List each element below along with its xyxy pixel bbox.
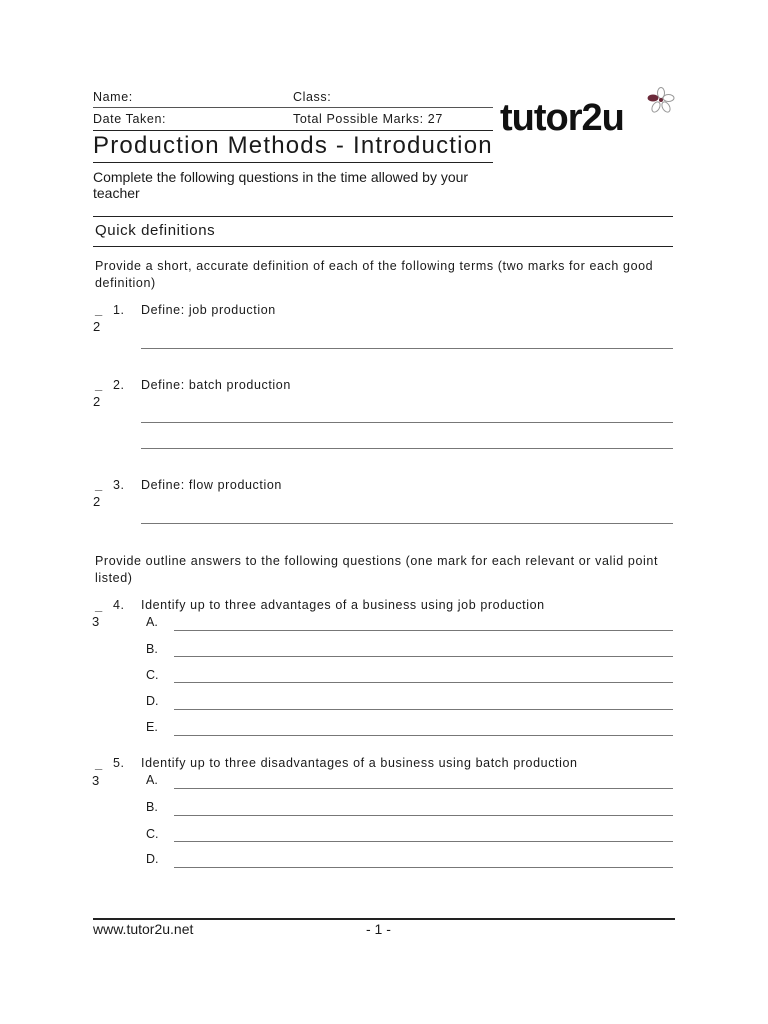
mark-value: 3	[92, 773, 100, 788]
answer-letter: C.	[146, 827, 159, 841]
page-title: Production Methods - Introduction	[93, 132, 493, 159]
question-text: Identify up to three disadvantages of a business using batch production	[141, 756, 578, 770]
section-heading: Quick definitions	[95, 222, 216, 239]
answer-line[interactable]	[141, 523, 673, 524]
footer-divider	[93, 918, 675, 920]
mark-value: 3	[92, 614, 100, 629]
answer-line[interactable]	[174, 656, 673, 657]
answer-letter: A.	[146, 615, 158, 629]
answer-line[interactable]	[174, 788, 673, 789]
header-divider	[93, 107, 493, 108]
answer-letter: D.	[146, 852, 159, 866]
footer-url: www.tutor2u.net	[93, 921, 194, 937]
answer-letter: E.	[146, 720, 158, 734]
answer-line[interactable]	[141, 448, 673, 449]
title-underline	[93, 162, 493, 163]
answer-letter: D.	[146, 694, 159, 708]
mark-blank: _	[95, 598, 103, 613]
question-text: Identify up to three advantages of a business using job production	[141, 598, 545, 612]
question-text: Define: job production	[141, 303, 276, 317]
header-divider	[93, 130, 493, 131]
answer-line[interactable]	[141, 348, 673, 349]
date-taken-label: Date Taken:	[93, 112, 167, 126]
mark-value: 2	[93, 394, 101, 409]
page-subtitle: Complete the following questions in the time allowed by your teacher	[93, 169, 469, 201]
question-number: 5.	[113, 756, 125, 770]
mark-blank: _	[95, 302, 103, 317]
name-label: Name:	[93, 90, 133, 104]
tutor2u-logo: tutor2u	[500, 97, 624, 139]
answer-letter: C.	[146, 668, 159, 682]
mark-blank: _	[95, 756, 103, 771]
answer-line[interactable]	[174, 735, 673, 736]
answer-line[interactable]	[174, 682, 673, 683]
answer-line[interactable]	[174, 841, 673, 842]
answer-letter: B.	[146, 800, 158, 814]
question-number: 2.	[113, 378, 125, 392]
answer-line[interactable]	[141, 422, 673, 423]
outline-instruction: Provide outline answers to the following questions (one mark for each relevant or valid point listed)	[95, 554, 659, 585]
mark-blank: _	[95, 377, 103, 392]
question-number: 1.	[113, 303, 125, 317]
section-divider	[93, 216, 673, 217]
mark-blank: _	[95, 477, 103, 492]
class-label: Class:	[293, 90, 332, 104]
answer-line[interactable]	[174, 630, 673, 631]
answer-letter: B.	[146, 642, 158, 656]
answer-letter: A.	[146, 773, 158, 787]
answer-line[interactable]	[174, 867, 673, 868]
definitions-instruction: Provide a short, accurate definition of each of the following terms (two marks for each good definition)	[95, 259, 654, 290]
question-text: Define: flow production	[141, 478, 282, 492]
mark-value: 2	[93, 494, 101, 509]
section-divider	[93, 246, 673, 247]
answer-line[interactable]	[174, 709, 673, 710]
question-number: 3.	[113, 478, 125, 492]
flower-icon	[645, 86, 677, 116]
page-number: - 1 -	[366, 921, 391, 937]
mark-value: 2	[93, 319, 101, 334]
total-marks-label: Total Possible Marks: 27	[293, 112, 443, 126]
answer-line[interactable]	[174, 815, 673, 816]
question-text: Define: batch production	[141, 378, 291, 392]
question-number: 4.	[113, 598, 125, 612]
